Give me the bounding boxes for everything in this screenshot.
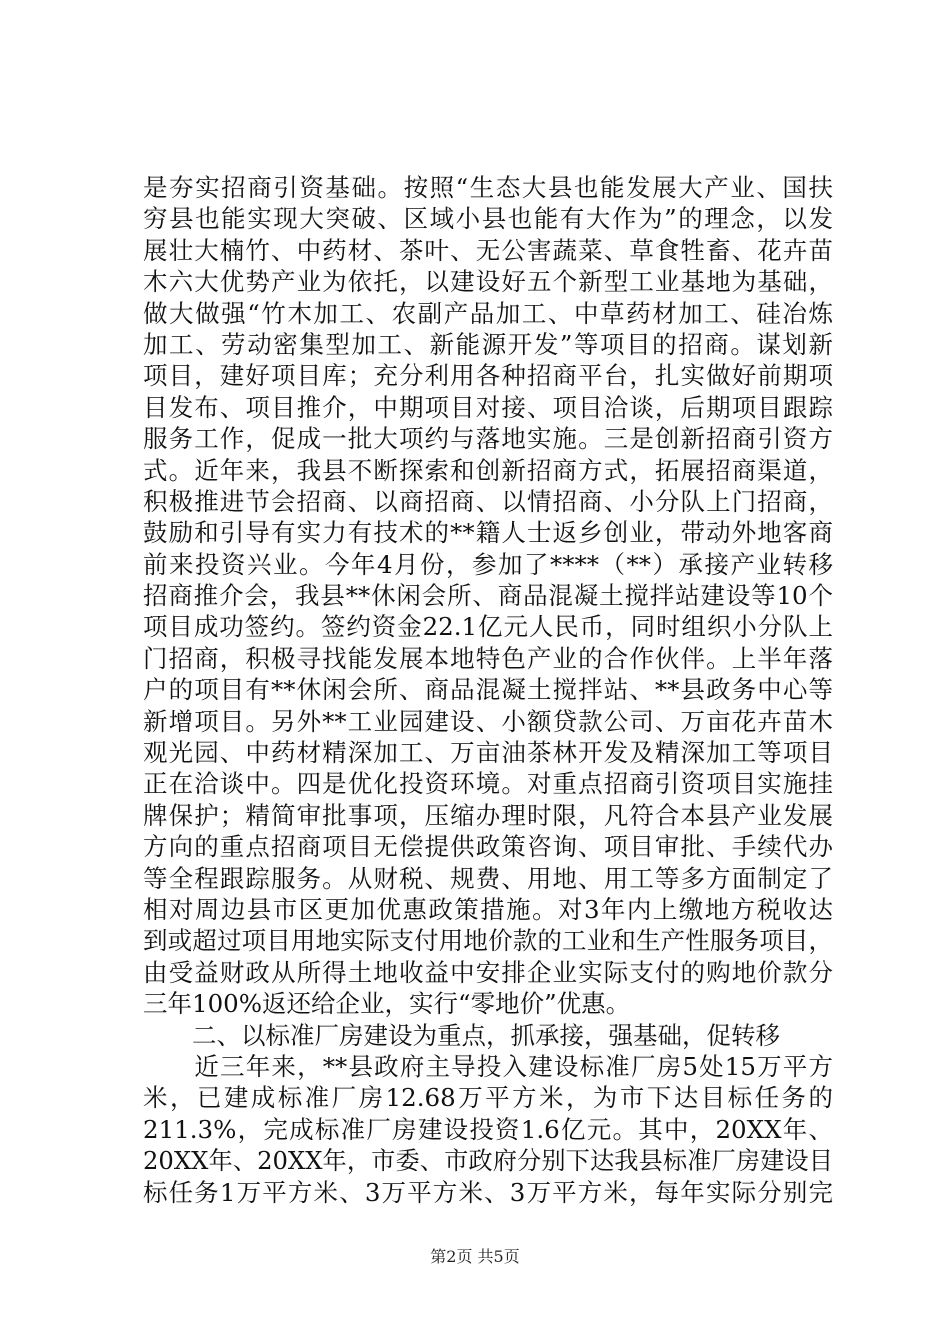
text-line: 等全程跟踪服务。从财税、规费、用地、用工等多方面制定了 bbox=[143, 863, 833, 893]
document-body bbox=[143, 172, 833, 1208]
text-line: 由受益财政从所得土地收益中安排企业实际支付的购地价款分 bbox=[143, 957, 833, 987]
text-line: 牌保护；精简审批事项，压缩办理时限，凡符合本县产业发展 bbox=[143, 800, 833, 830]
text-line: 20XX年、20XX年，市委、市政府分别下达我县标准厂房建设目 bbox=[143, 1146, 833, 1176]
text-line: 服务工作，促成一批大项约与落地实施。三是创新招商引资方 bbox=[143, 424, 833, 454]
text-line: 前来投资兴业。今年4月份，参加了****（**）承接产业转移 bbox=[143, 549, 833, 579]
page-footer: 第2页 共5页 bbox=[430, 1247, 520, 1266]
text-line: 木六大优势产业为依托，以建设好五个新型工业基地为基础， bbox=[143, 267, 833, 297]
text-line: 到或超过项目用地实际支付用地价款的工业和生产性服务项目， bbox=[143, 926, 833, 956]
text-line: 项目成功签约。签约资金22.1亿元人民币，同时组织小分队上 bbox=[143, 612, 833, 642]
text-line: 做大做强“竹木加工、农副产品加工、中草药材加工、硅冶炼 bbox=[143, 298, 833, 328]
text-line: 近三年来，**县政府主导投入建设标准厂房5处15万平方 bbox=[143, 1051, 833, 1081]
text-line: 米，已建成标准厂房12.68万平方米，为市下达目标任务的 bbox=[143, 1083, 833, 1113]
text-line: 门招商，积极寻找能发展本地特色产业的合作伙伴。上半年落 bbox=[143, 643, 833, 673]
text-line: 户的项目有**休闲会所、商品混凝土搅拌站、**县政务中心等 bbox=[143, 675, 833, 705]
text-line: 项目，建好项目库；充分利用各种招商平台，扎实做好前期项 bbox=[143, 361, 833, 391]
text-line: 方向的重点招商项目无偿提供政策咨询、项目审批、手续代办 bbox=[143, 832, 833, 862]
text-line: 211.3%，完成标准厂房建设投资1.6亿元。其中，20XX年、 bbox=[143, 1114, 833, 1144]
text-line: 二、以标准厂房建设为重点，抓承接，强基础，促转移 bbox=[143, 1020, 780, 1050]
text-line: 积极推进节会招商、以商招商、以情招商、小分队上门招商， bbox=[143, 486, 833, 516]
text-line: 标任务1万平方米、3万平方米、3万平方米，每年实际分别完 bbox=[143, 1177, 833, 1207]
text-line: 目发布、项目推介，中期项目对接、项目洽谈，后期项目跟踪 bbox=[143, 392, 833, 422]
text-line: 招商推介会，我县**休闲会所、商品混凝土搅拌站建设等10个 bbox=[143, 581, 833, 611]
text-line: 观光园、中药材精深加工、万亩油茶林开发及精深加工等项目 bbox=[143, 738, 833, 768]
text-line: 式。近年来，我县不断探索和创新招商方式，拓展招商渠道， bbox=[143, 455, 833, 485]
text-line: 加工、劳动密集型加工、新能源开发”等项目的招商。谋划新 bbox=[143, 329, 833, 359]
text-line: 鼓励和引导有实力有技术的**籍人士返乡创业，带动外地客商 bbox=[143, 518, 833, 548]
text-line: 三年100%返还给企业，实行“零地价”优惠。 bbox=[143, 989, 631, 1019]
text-line: 新增项目。另外**工业园建设、小额贷款公司、万亩花卉苗木 bbox=[143, 706, 833, 736]
text-line: 相对周边县市区更加优惠政策措施。对3年内上缴地方税收达 bbox=[143, 894, 833, 924]
text-line: 穷县也能实现大突破、区域小县也能有大作为”的理念，以发 bbox=[143, 204, 833, 234]
text-line: 是夯实招商引资基础。按照“生态大县也能发展大产业、国扶 bbox=[143, 173, 833, 202]
text-line: 正在洽谈中。四是优化投资环境。对重点招商引资项目实施挂 bbox=[143, 769, 833, 799]
text-line: 展壮大楠竹、中药材、茶叶、无公害蔬菜、草食牲畜、花卉苗 bbox=[143, 235, 833, 265]
